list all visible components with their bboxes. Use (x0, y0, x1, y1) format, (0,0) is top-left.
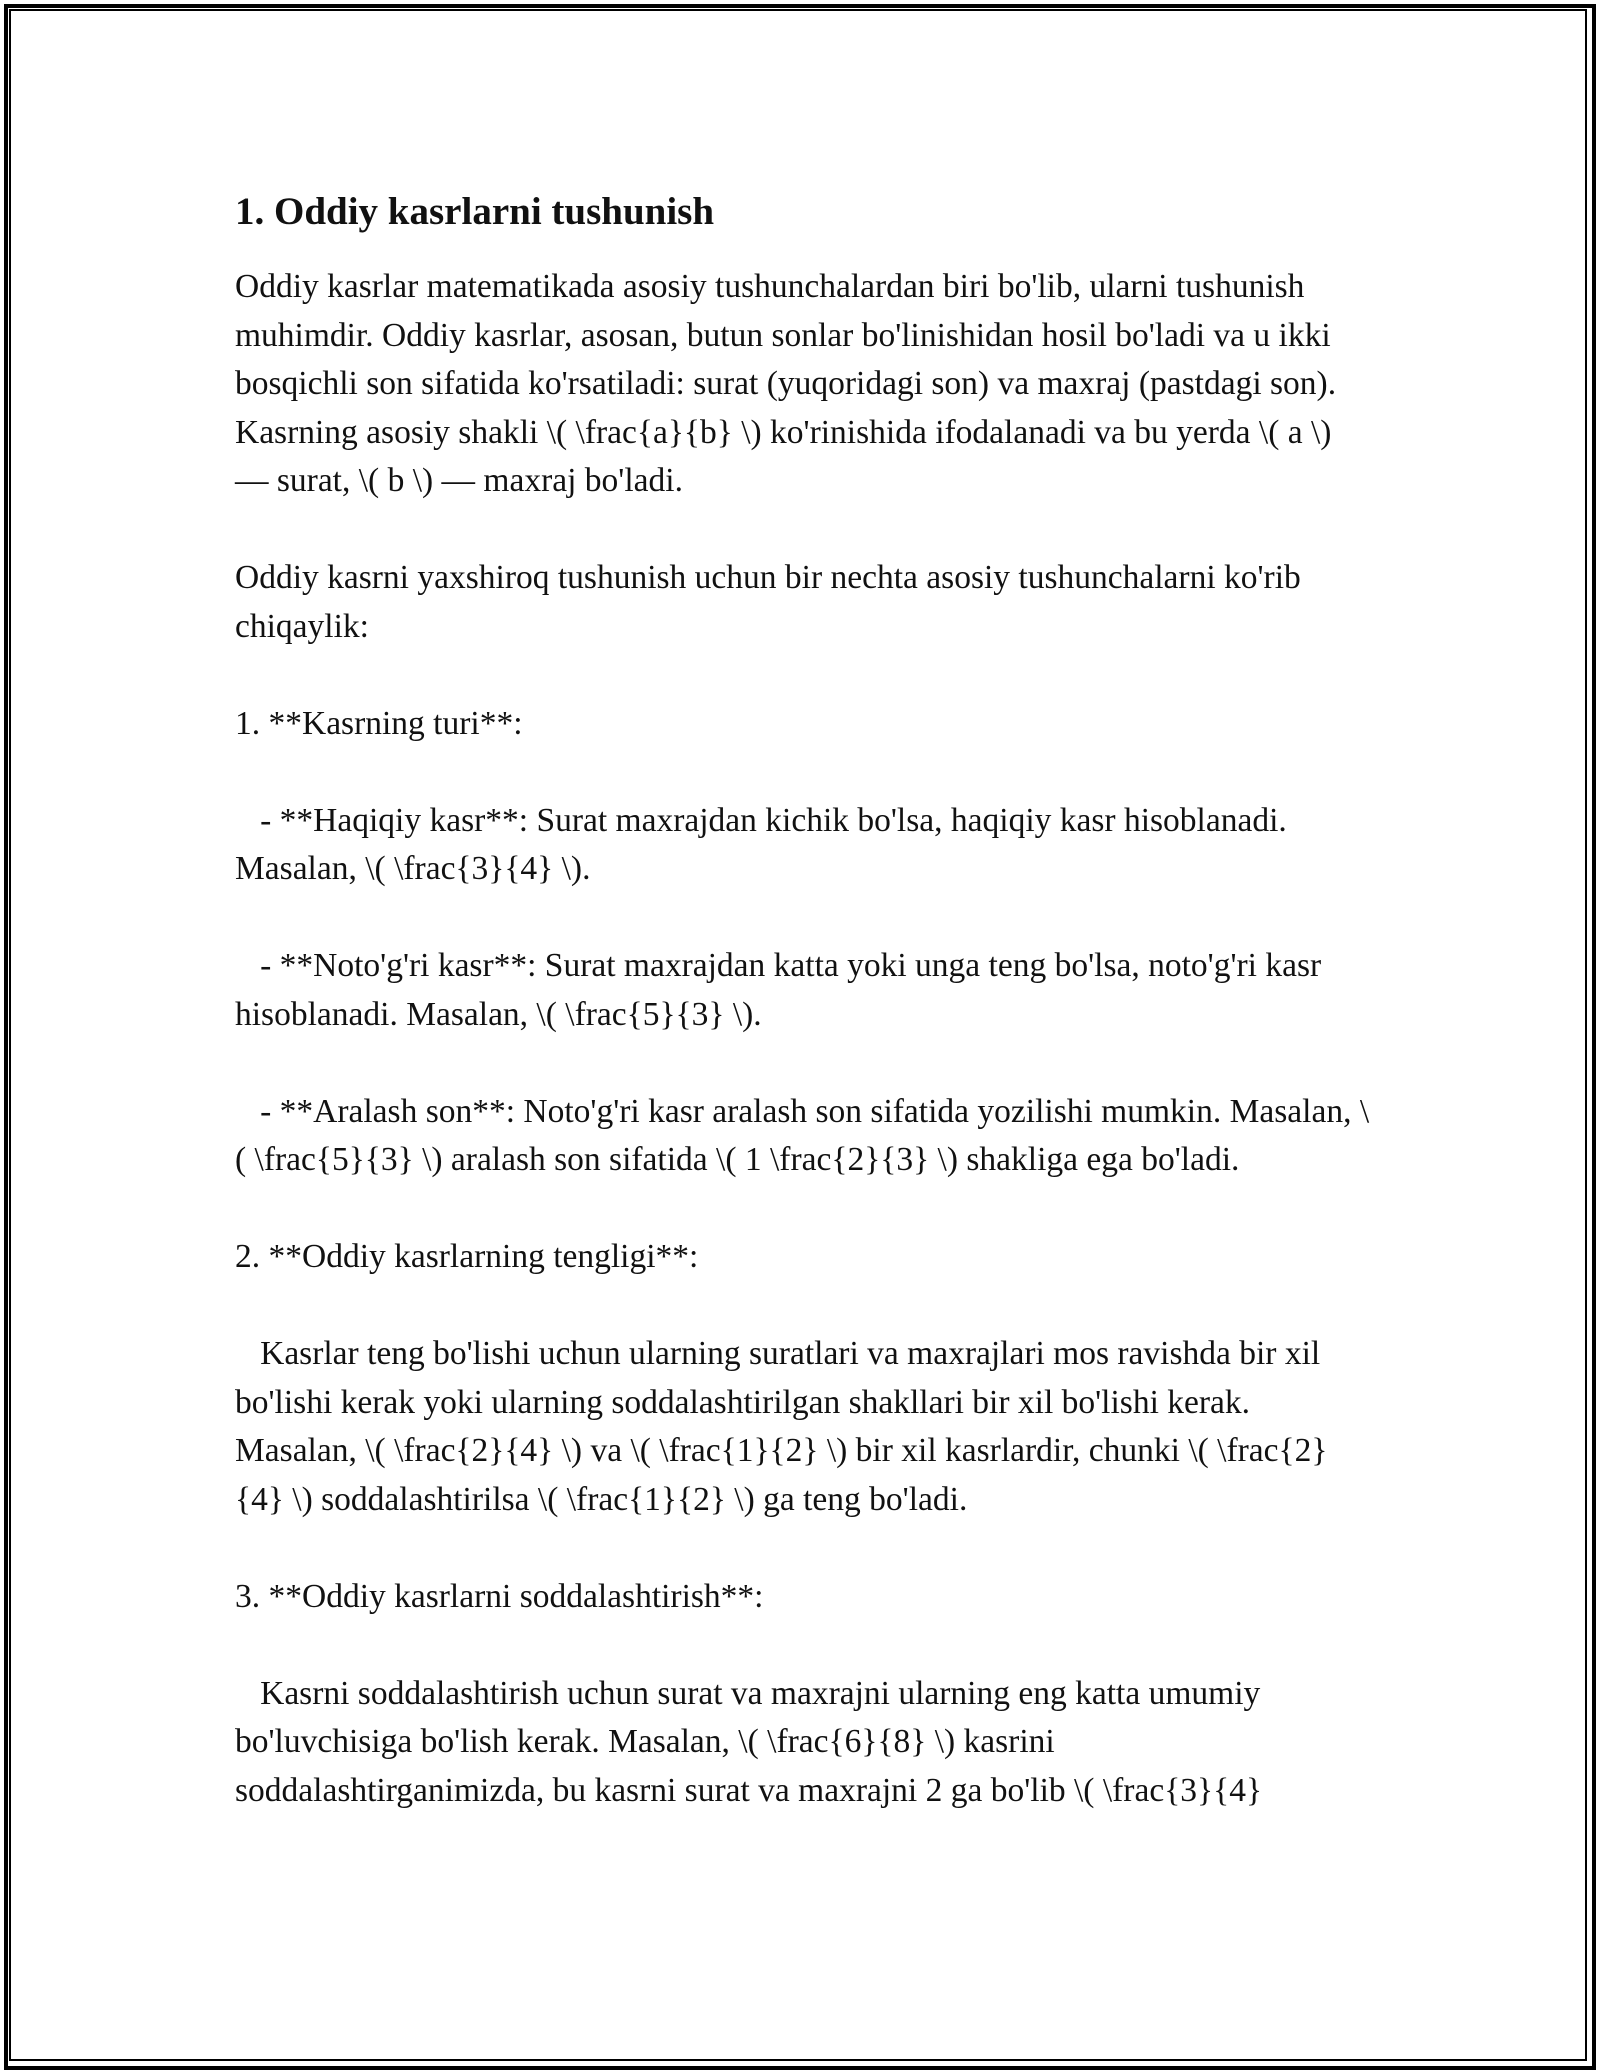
sub-item-improper-fraction: - **Noto'g'ri kasr**: Surat maxrajdan katta yoki unga teng bo'lsa, noto'g'ri kasr hisoblanadi. Masalan, \( \frac{5}{3} \). (235, 947, 1330, 1033)
document-body (235, 178, 1370, 1864)
sub-item-mixed-number: - **Aralash son**: Noto'g'ri kasr aralash son sifatida yozilishi mumkin. Masalan, \( \frac{5}{3} \) aralash son sifatida \( 1 \frac{2}{3} \) shakliga ega bo'ladi. (235, 1092, 1370, 1178)
list-item-simplification: 3. **Oddiy kasrlarni soddalashtirish**: (235, 1577, 764, 1615)
paragraph-simplification-detail: Kasrni soddalashtirish uchun surat va maxrajni ularning eng katta umumiy bo'luvchisiga bo'lish kerak. Masalan, \( \frac{6}{8} \) kasrini soddalashtirganimizda, bu kasrni surat va maxrajni 2 ga bo'lib \( \frac{3}{4} (235, 1674, 1269, 1809)
list-item-fraction-types: 1. **Kasrning turi**: (235, 704, 523, 742)
list-item-fraction-equality: 2. **Oddiy kasrlarning tengligi**: (235, 1238, 699, 1275)
section-heading: 1. Oddiy kasrlarni tushunish (235, 190, 715, 233)
paragraph-overview: Oddiy kasrni yaxshiroq tushunish uchun bir nechta asosiy tushunchalarni ko'rib chiqaylik: (235, 559, 1310, 645)
paragraph-intro: Oddiy kasrlar matematikada asosiy tushunchalardan biri bo'lib, ularni tushunish muhimdir. Oddiy kasrlar, asosan, butun sonlar bo'linishidan hosil bo'ladi va u ikki bosqichli son sifatida ko'rsatiladi: surat (yuqoridagi son) va maxraj (pastdagi son). Kasrning asosiy shakli \( \frac{a}{b} \) ko'rinishida ifodalanadi va bu yerda \( a \) — surat, \( b \) — maxraj bo'ladi. (235, 268, 1345, 499)
sub-item-proper-fraction: - **Haqiqiy kasr**: Surat maxrajdan kichik bo'lsa, haqiqiy kasr hisoblanadi. Masalan, \( \frac{3}{4} \). (235, 801, 1296, 887)
paragraph-equality-detail: Kasrlar teng bo'lishi uchun ularning suratlari va maxrajlari mos ravishda bir xil bo'lishi kerak yoki ularning soddalashtirilgan shakllari bir xil bo'lishi kerak. Masalan, \( \frac{2}{4} \) va \( \frac{1}{2} \) bir xil kasrlardir, chunki \( \frac{2}{4} \) soddalashtirilsa \( \frac{1}{2} \) ga teng bo'ladi. (235, 1335, 1329, 1518)
